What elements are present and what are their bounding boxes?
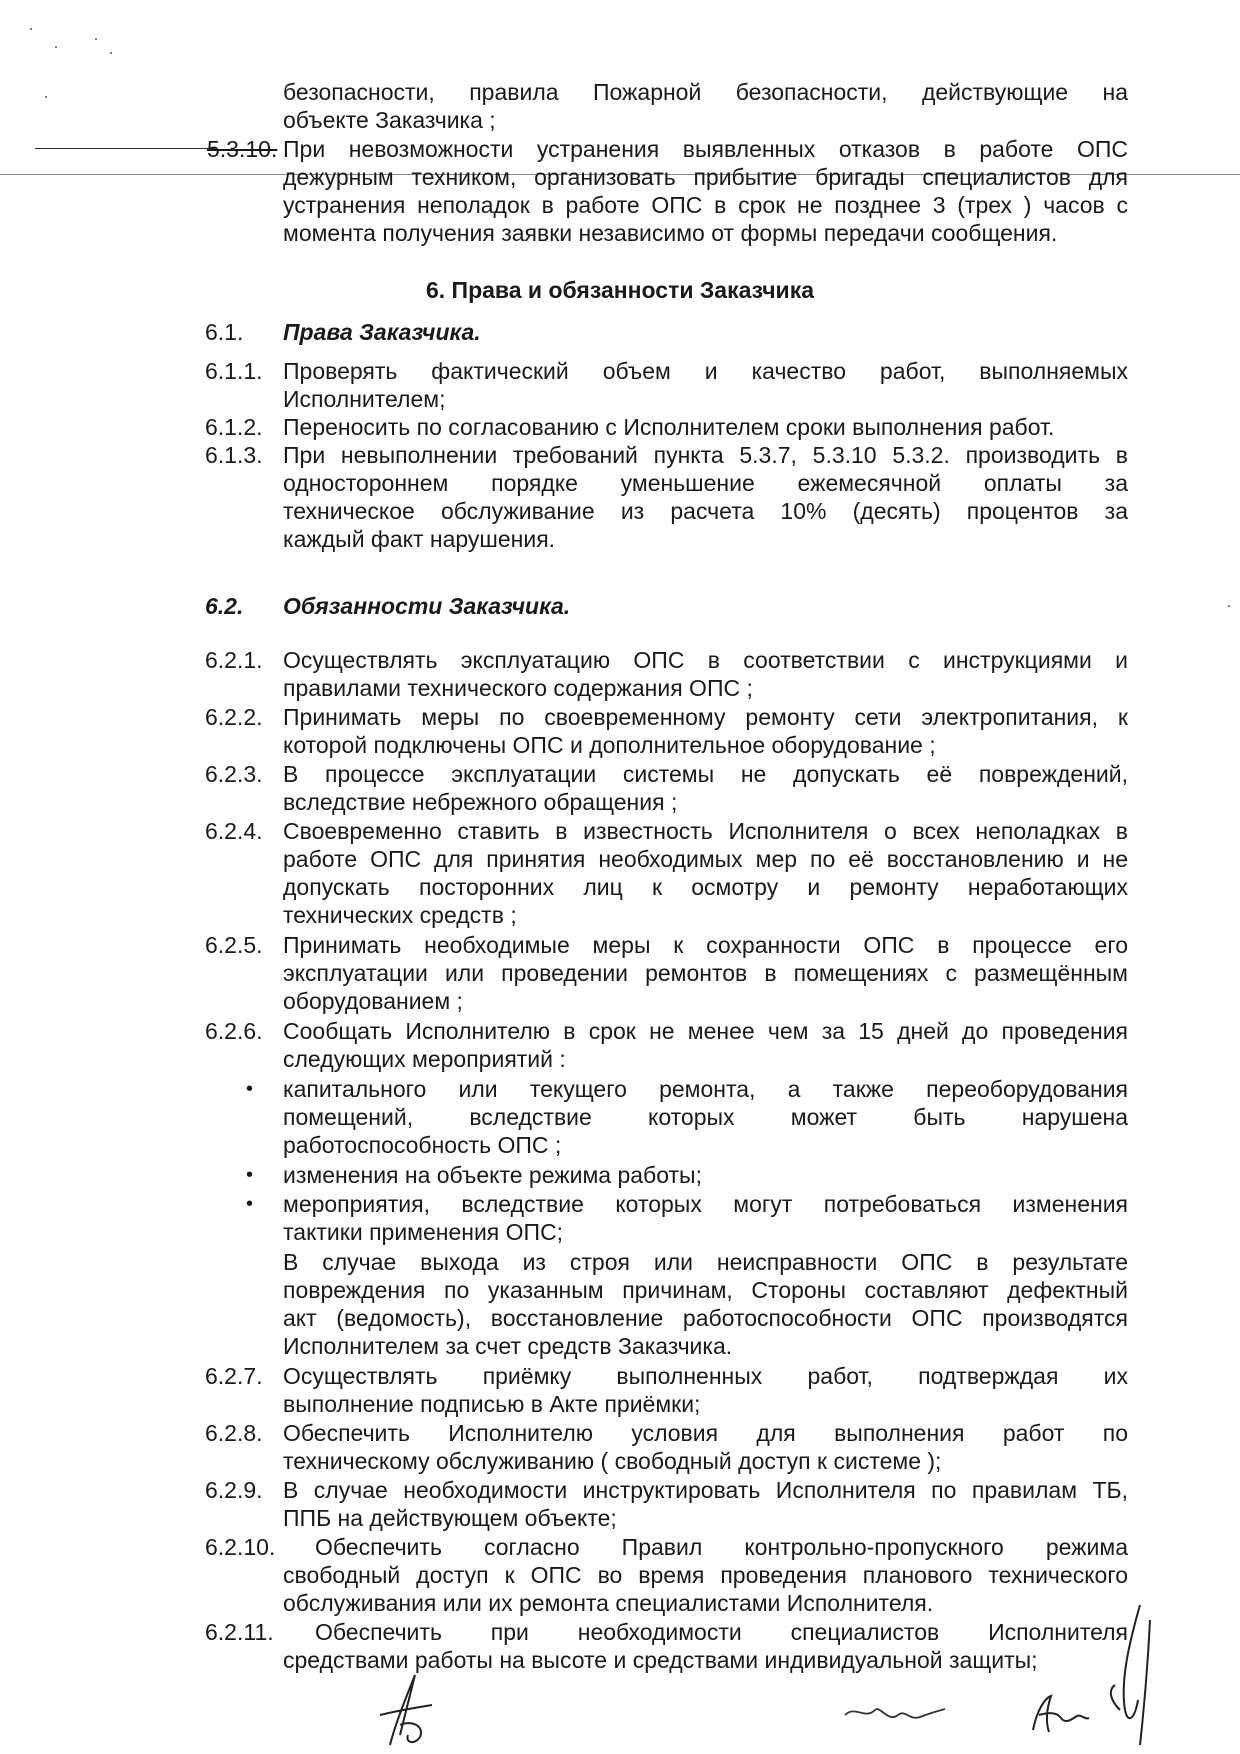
bullet-text: изменения на объекте режима работы; (283, 1162, 702, 1188)
scan-speck (1228, 605, 1230, 607)
signature-mark-left (370, 1665, 440, 1750)
item-number: 6.2.8. (205, 1420, 263, 1446)
bullet-text: капитального или текущего ремонта, а также переоборудования помещений, вследствие которых может быть нарушена работоспособность ОПС ; (283, 1076, 1128, 1158)
item-text: Обеспечить согласно Правил контрольно-пропускного режима (315, 1534, 1128, 1560)
item-number: 6.2.11. (205, 1619, 274, 1645)
scan-speck (110, 52, 112, 54)
scan-speck (95, 38, 97, 40)
item-number: 6.2.5. (205, 932, 263, 958)
bullet-note: В случае выхода из строя или неисправности ОПС в результате повреждения по указанным причинам, Стороны составляют дефектный акт (ведомость), восстановление работоспособности ОПС производятся Исполнителем за счет средств Заказчика. (283, 1249, 1128, 1359)
subsection-title: Права Заказчика. (283, 319, 481, 345)
item-text: Сообщать Исполнителю в срок не менее чем за 15 дней до проведения следующих мероприятий : (283, 1018, 1128, 1072)
signature-mark-margin (1100, 1600, 1160, 1750)
signature-mark-middle (840, 1695, 950, 1735)
item-number: 6.1.2. (205, 414, 263, 440)
item-number: 6.2.3. (205, 761, 263, 787)
item-text: Принимать меры по своевременному ремонту сети электропитания, к которой подключены ОПС и дополнительное оборудование ; (283, 704, 1128, 758)
item-number: 5.3.10. (207, 136, 278, 162)
item-text: Осуществлять эксплуатацию ОПС в соответствии с инструкциями и правилами технического содержания ОПС ; (283, 647, 1128, 701)
item-number: 6.2.10. (205, 1534, 276, 1560)
item-number: 6.2.1. (205, 647, 263, 673)
item-text: Принимать необходимые меры к сохранности ОПС в процессе его эксплуатации или проведении ремонтов в помещениях с размещённым оборудованием ; (283, 932, 1128, 1014)
subsection-title: Обязанности Заказчика. (283, 593, 571, 619)
scan-speck (45, 96, 47, 98)
scan-speck (30, 28, 32, 30)
text-line: безопасности, правила Пожарной безопасности, действующие на (283, 79, 1128, 105)
item-number: 6.2.6. (205, 1018, 263, 1044)
bullet-marker: • (246, 1164, 254, 1186)
item-text: В случае необходимости инструктировать Исполнителя по правилам ТБ, ППБ на действующем объекте; (283, 1477, 1128, 1531)
item-text: Проверять фактический объем и качество работ, выполняемых Исполнителем; (283, 358, 1128, 412)
scan-speck (55, 46, 57, 48)
item-text: При невыполнении требований пункта 5.3.7, 5.3.10 5.3.2. производить в одностороннем порядке уменьшение ежемесячной оплаты за техническое обслуживание из расчета 10% (десять) процентов за каждый факт нарушения. (283, 442, 1128, 552)
item-text: Обеспечить при необходимости специалистов Исполнителя (315, 1619, 1128, 1645)
item-number: 6.2.4. (205, 818, 263, 844)
bullet-text: мероприятия, вследствие которых могут потребоваться изменения тактики применения ОПС; (283, 1191, 1128, 1245)
item-5-3-10-text: При невозможности устранения выявленных отказов в работе ОПС дежурным техником, организовать прибытие бригады специалистов для устранения неполадок в работе ОПС в срок не позднее 3 (трех ) часов с момента получения заявки независимо от формы передачи сообщения. (283, 136, 1128, 246)
item-number: 6.1.3. (205, 442, 263, 468)
subsection-number: 6.1. (205, 319, 244, 345)
item-text: Обеспечить Исполнителю условия для выполнения работ по техническому обслуживанию ( свободный доступ к системе ); (283, 1420, 1128, 1474)
text-line: объекте Заказчика ; (283, 107, 496, 133)
scan-rule (35, 148, 215, 149)
item-text: В процессе эксплуатации системы не допускать её повреждений, вследствие небрежного обращения ; (283, 761, 1128, 815)
item-text: Переносить по согласованию с Исполнителем сроки выполнения работ. (283, 414, 1055, 440)
item-number: 6.2.2. (205, 704, 263, 730)
item-text: Своевременно ставить в известность Исполнителя о всех неполадках в работе ОПС для принятия необходимых мер по её восстановлению и не допускать посторонних лиц к осмотру и ремонту неработающих технических средств ; (283, 818, 1128, 928)
bullet-marker: • (246, 1193, 254, 1215)
item-text-cont: средствами работы на высоте и средствами индивидуальной защиты; (283, 1647, 1038, 1673)
item-text: Осуществлять приёмку выполненных работ, подтверждая их выполнение подписью в Акте приёмки; (283, 1363, 1128, 1417)
signature-mark-right (1025, 1690, 1095, 1740)
bullet-marker: • (246, 1078, 254, 1100)
section-title: 6. Права и обязанности Заказчика (425, 277, 815, 303)
item-text-cont: свободный доступ к ОПС во время проведения планового технического обслуживания или их ремонта специалистами Исполнителя. (283, 1562, 1128, 1616)
item-number: 6.2.7. (205, 1363, 263, 1389)
subsection-number: 6.2. (205, 593, 244, 619)
item-number: 6.2.9. (205, 1477, 263, 1503)
item-number: 6.1.1. (205, 358, 263, 384)
